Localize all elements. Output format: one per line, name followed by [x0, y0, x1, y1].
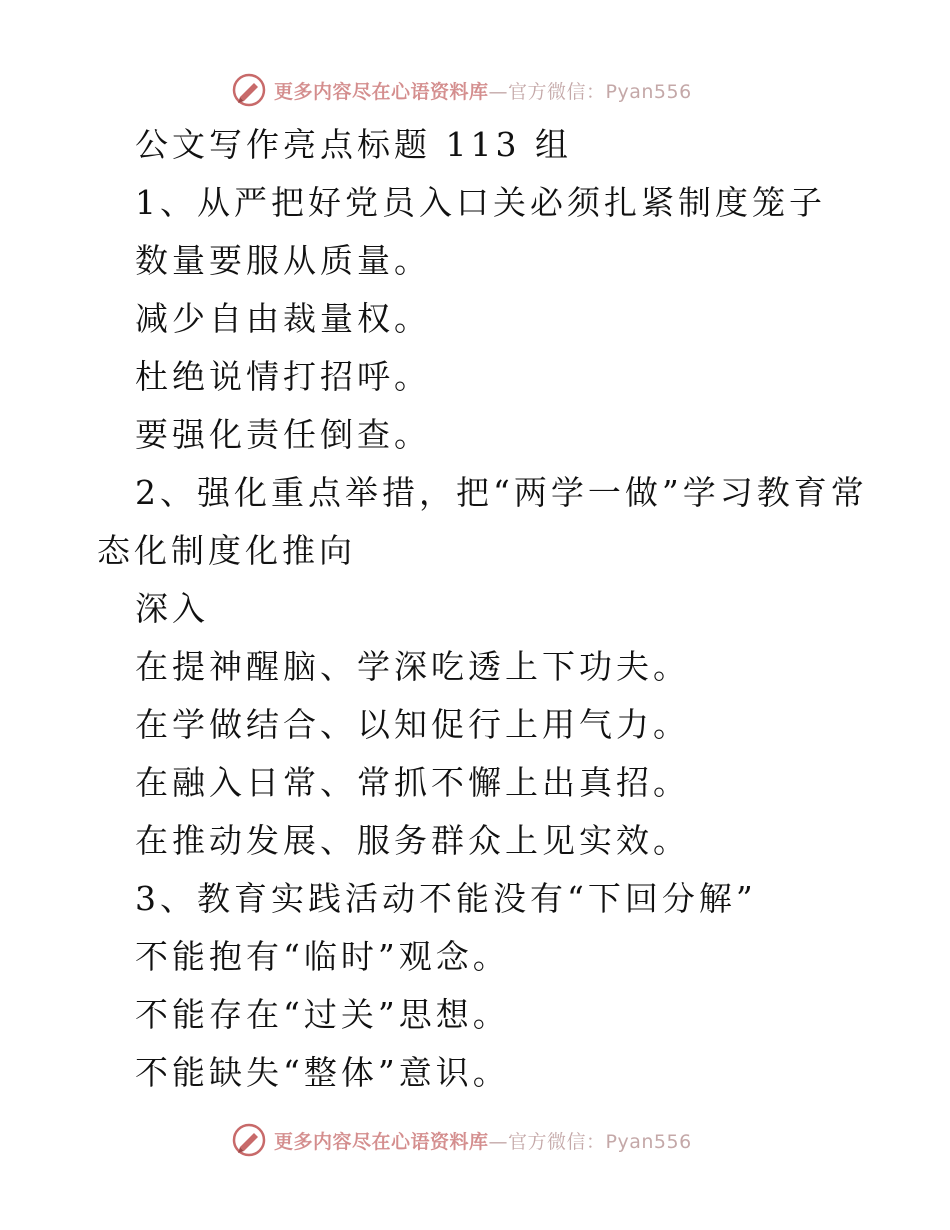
text-line: 杜绝说情打招呼。 — [135, 357, 431, 396]
text-line: 不能抱有“临时”观念。 — [135, 937, 510, 976]
watermark-text — [274, 1127, 692, 1154]
text-line: 深入 — [135, 589, 209, 628]
text-line: 减少自由裁量权。 — [135, 299, 431, 338]
text-line: 在学做结合、以知促行上用气力。 — [135, 705, 690, 744]
text-line: 在推动发展、服务群众上见实效。 — [135, 821, 690, 860]
watermark-sub: —官方微信：Pyan556 — [488, 80, 692, 103]
pen-logo-icon — [232, 1123, 266, 1157]
text-line: 不能存在“过关”思想。 — [135, 995, 510, 1034]
footer-watermark — [232, 1120, 752, 1160]
text-line: 在提神醒脑、学深吃透上下功夫。 — [135, 647, 690, 686]
text-line: 不能缺失“整体”意识。 — [135, 1053, 510, 1092]
watermark-text — [274, 77, 692, 104]
heading-3: 3、教育实践活动不能没有“下回分解” — [135, 879, 757, 918]
heading-2-continued: 态化制度化推向 — [97, 531, 356, 570]
heading-1: 1、从严把好党员入口关必须扎紧制度笼子 — [135, 183, 826, 222]
watermark-sub: —官方微信：Pyan556 — [488, 1130, 692, 1153]
watermark-main: 更多内容尽在心语资料库 — [274, 1130, 489, 1153]
text-line: 要强化责任倒查。 — [135, 415, 431, 454]
pen-logo-icon — [232, 73, 266, 107]
watermark-main: 更多内容尽在心语资料库 — [274, 80, 489, 103]
heading-2: 2、强化重点举措，把“两学一做”学习教育常 — [135, 473, 868, 512]
text-line: 在融入日常、常抓不懈上出真招。 — [135, 763, 690, 802]
document-title: 公文写作亮点标题 113 组 — [135, 125, 572, 164]
text-line: 数量要服从质量。 — [135, 241, 431, 280]
header-watermark — [232, 70, 752, 110]
